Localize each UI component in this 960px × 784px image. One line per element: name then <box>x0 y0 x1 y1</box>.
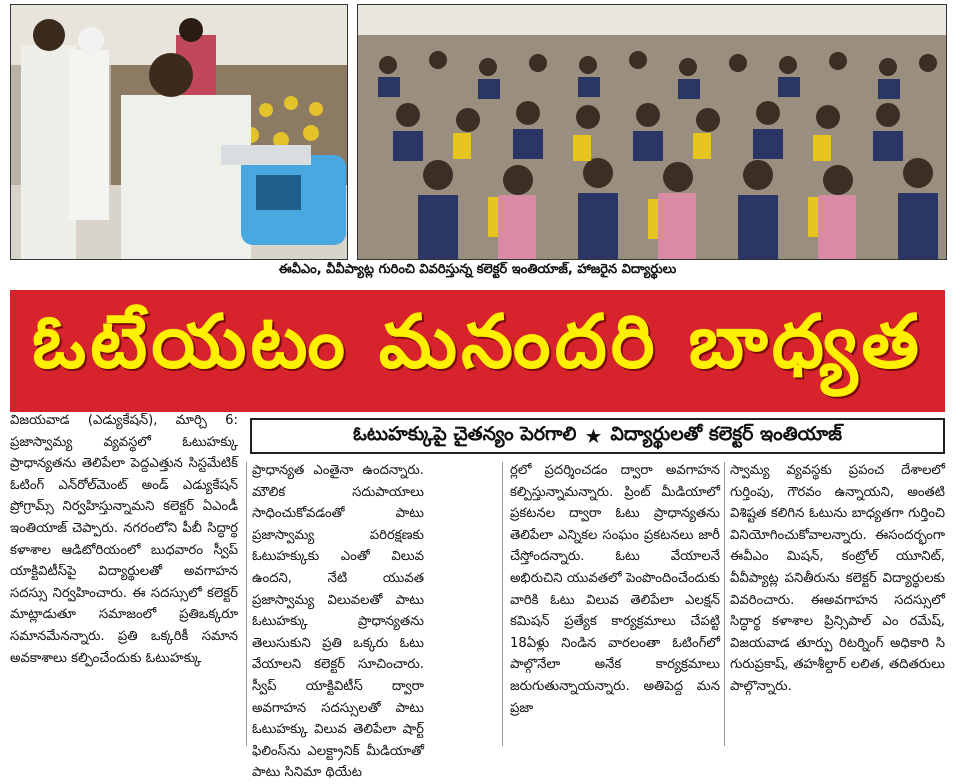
column-1-text: విజయవాడ (ఎడ్యుకేషన్), మార్చి 6: ప్రజాస్వామ్య వ్యవస్థలో ఓటుహక్కు ప్రాధాన్యతను తెలిపేలా పెద్దఎత్తున సిస్టమేటిక్ ఓటింగ్ ఎన్‌రోల్‌మెంట్ అండ్ ఎడ్యుకేషన్ ప్రోగ్రామ్స్ నిర్వహిస్తున్నామని కలెక్టర్ ఏఎండీ ఇంతియాజ్ చెప్పారు. నగరంలోని పీబీ సిద్ధార్థ కళాశాల ఆడిటోరియంలో బుధవారం స్వీప్ యాక్టివిటీస్‌పై విద్యార్థులతో అవగాహన సదస్సు నిర్వహించారు. ఈ సదస్సులో కలెక్టర్ మాట్లాడుతూ సమాజంలో ప్రతిఒక్కరూ సమానమేనన్నారు. ప్రతి ఒక్కరికీ సమాన అవకాశాలు కల్పించేందుకు ఓటుహక్కు <box>10 413 238 666</box>
column-3-text: ర్లలో ప్రదర్శించడం ద్వారా అవగాహన కల్పిస్తున్నామన్నారు. ప్రింట్ మీడియాలో ప్రకటనల ద్వారా ఓటు ప్రాధాన్యతను తెలిపేలా ఎన్నికల సంఘం ప్రకటనలు జారీ చేస్తోందన్నారు. ఓటు వేయాలనే అభిరుచిని యువతలో పెంపొందించేందుకు వారికి ఓటు విలువ తెలిపేలా ఎలక్షన్ కమిషన్ ప్రత్యేక కార్యక్రమాలు చేపట్టి 18ఏళ్లు నిండిన వారలంతా ఓటింగ్‌లో పాల్గొనేలా అనేక కార్యక్రమాలు జరుగుతున్నాయన్నారు. అతిపెద్ద మన ప్రజా <box>510 463 720 716</box>
headline: ఓటేయటం మనందరి బాధ్యత <box>32 299 923 385</box>
article-column-3 <box>510 460 720 748</box>
subheadline <box>250 418 945 454</box>
subhead-left: ఓటుహక్కుపై చైతన్యం పెరగాలి <box>352 422 577 445</box>
article-column-4 <box>730 460 945 748</box>
column-2-text: ప్రాధాన్యత ఎంతైనా ఉందన్నారు. మౌలిక సదుపాయాలు సాధించుకోవడంతో పాటు ప్రజాస్వామ్య పరిరక్షణకు ఓటుహక్కుకు ఎంతో విలువ ఉందని, నేటి యువత ప్రజాస్వామ్య విలువలతో పాటు ఓటుహక్కు ప్రాధాన్యతను తెలుసుకుని ప్రతి ఒక్కరు ఓటు వేయాలని కలెక్టర్ సూచించారు. స్వీప్ యాక్టివిటీస్ ద్వారా అవగాహన సదస్సులతో పాటు ఓటుహక్కు విలువ తెలిపేలా షార్ట్ ఫిలింస్‌ను ఎలక్ట్రానిక్ మీడియాతో పాటు సినిమా థియేట <box>252 463 424 781</box>
star-icon: ★ <box>584 424 603 448</box>
column-divider <box>246 462 247 746</box>
column-divider <box>502 462 503 746</box>
subhead-right: విద్యార్థులతో కలెక్టర్ ఇంతియాజ్ <box>610 422 843 445</box>
photo-students-audience <box>357 4 947 260</box>
photo-collector-evm <box>10 4 348 260</box>
headline-band <box>10 290 945 412</box>
column-4-text: స్వామ్య వ్యవస్థకు ప్రపంచ దేశాలలో గుర్తింపు, గౌరవం ఉన్నాయని, అంతటి విశిష్టత కలిగిన ఓటును బాధ్యతగా గుర్తించి వినియోగించుకోవాలన్నారు. ఈసందర్భంగా ఈవీఎం మిషన్, కంట్రోల్ యూనిట్, వీవీప్యాట్ల పనితీరును కలెక్టర్ విద్యార్థులకు వివరించారు. ఈఅవగాహన సదస్సులో సిద్ధార్థ కళాశాల ప్రిన్సిపాల్ ఎం రమేష్, విజయవాడ తూర్పు రిటర్నింగ్ అధికారి సి గురుప్రకాష్, తహశీల్దార్ లలిత, తదితరులు పాల్గొన్నారు. <box>730 463 945 694</box>
article-column-2 <box>252 460 424 781</box>
photo-caption: ఈవీఎం, వీవీప్యాట్ల గురించి వివరిస్తున్న కలెక్టర్ ఇంతియాజ్, హాజరైన విద్యార్థులు <box>278 262 677 277</box>
column-divider <box>724 462 725 746</box>
article-column-1 <box>10 410 238 748</box>
